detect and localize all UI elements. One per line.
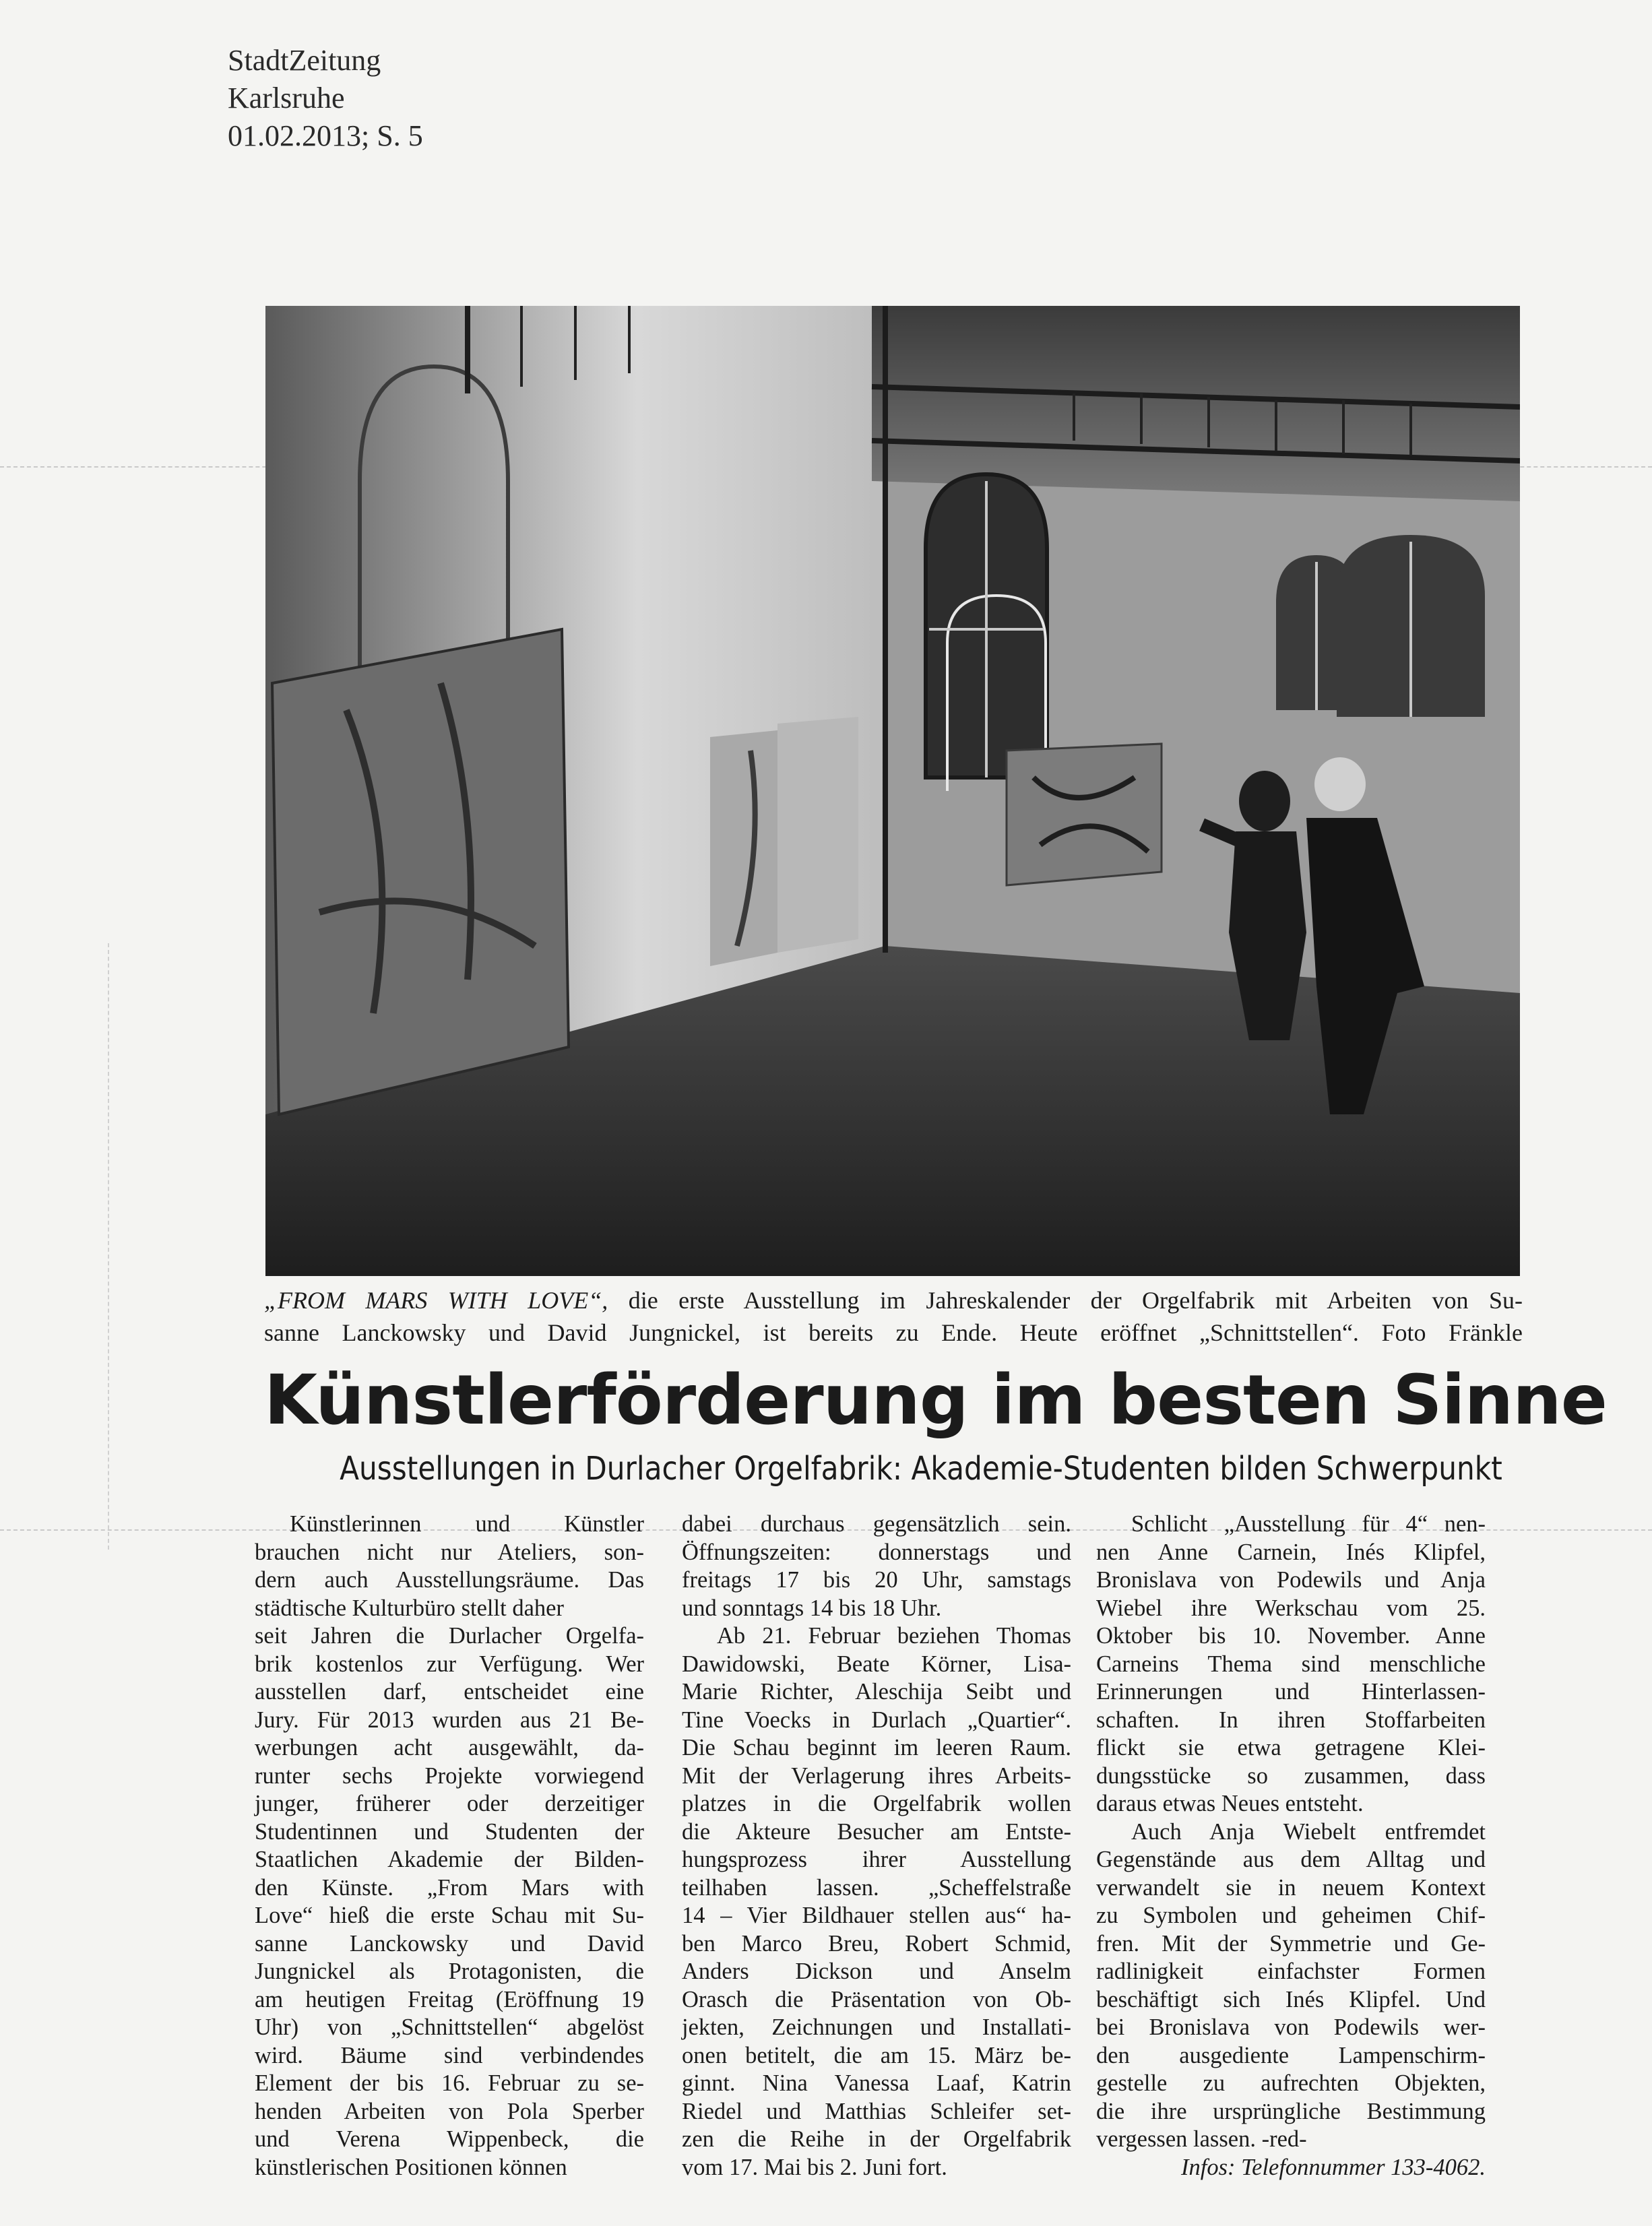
article-text-line: Schlicht „Ausstellung für 4“ nen- [1131,1511,1486,1537]
article-text-line: verwandelt sie in neuem Kontext [1096,1874,1486,1901]
article-text-line: radlinigkeit einfachster Formen [1096,1959,1486,1984]
article-text-line: brik kostenlos zur Verfügung. Wer [255,1651,644,1677]
article-text-line: henden Arbeiten von Pola Sperber [255,2098,644,2124]
article-text-line: beschäftigt sich Inés Klipfel. Und [1096,1986,1486,2012]
article-text-line: Jungnickel als Protagonisten, die [255,1959,644,1984]
article-text-line: brauchen nicht nur Ateliers, son- [255,1539,644,1565]
article-text-line: Gegenstände aus dem Alltag und [1096,1847,1486,1872]
article-text-line: teilhaben lassen. „Scheffelstraße [682,1874,1071,1901]
article-text-line: künstlerischen Positionen können [255,2154,567,2180]
article-text-line: vom 17. Mai bis 2. Juni fort. [682,2154,947,2180]
article-text-line: dungsstücke so zusammen, dass [1096,1762,1486,1789]
article-text-line: die Akteure Besucher am Entste- [682,1818,1071,1845]
article-text-line: platzes in die Orgelfabrik wollen [682,1791,1071,1816]
article-text-line: Orasch die Präsentation von Ob- [682,1986,1071,2012]
caption-line-2: sanne Lanckowsky und David Jungnickel, ist bereits zu Ende. Heute eröffnet „Schnittstellen“. Foto Fränkle [264,1319,1523,1346]
article-text-line: fren. Mit der Symmetrie und Ge- [1096,1930,1486,1957]
article-text-line: Anders Dickson und Anselm [682,1959,1071,1984]
caption-line-1 [264,1284,1523,1316]
caption-exhibition-title: „FROM MARS WITH LOVE“, [264,1287,608,1314]
article-text-line: hungsprozess ihrer Ausstellung [682,1847,1071,1872]
article-text-line: ginnt. Nina Vanessa Laaf, Katrin [682,2070,1071,2096]
exhibition-hall-image [265,306,1520,1276]
article-text-line: die ihre ursprüngliche Bestimmung [1096,2098,1486,2124]
article-text-line: Jury. Für 2013 wurden aus 21 Be- [255,1707,644,1733]
article-text-line: und Verena Wippenbeck, die [255,2126,644,2152]
article-text-line: und sonntags 14 bis 18 Uhr. [682,1595,942,1621]
article-text-line: runter sechs Projekte vorwiegend [255,1762,644,1789]
caption-line-1-text: die erste Ausstellung im Jahreskalender der Orgelfabrik mit Arbeiten von Su- [628,1287,1523,1314]
article-text-line: Studentinnen und Studenten der [255,1818,644,1845]
photo-caption [264,1284,1523,1349]
article-text-line: Marie Richter, Aleschija Seibt und [682,1679,1071,1705]
newspaper-city: Karlsruhe [228,82,345,115]
article-text-line: dern auch Ausstellungsräume. Das [255,1567,644,1593]
article-text-line: wird. Bäume sind verbindendes [255,2042,644,2068]
newspaper-name: StadtZeitung [228,44,381,77]
article-text-line: onen betitelt, die am 15. März be- [682,2042,1071,2068]
article-text-line: Öffnungszeiten: donnerstags und [682,1539,1071,1565]
article-text-line: jekten, Zeichnungen und Installati- [682,2014,1071,2040]
exhibition-photo [265,306,1520,1276]
article-text-line: schaften. In ihren Stoffarbeiten [1096,1707,1486,1733]
article-text-line: Oktober bis 10. November. Anne [1096,1623,1486,1649]
article-text-line: flickt sie etwa getragene Klei- [1096,1735,1486,1760]
fold-line-left [108,943,109,1550]
article-text-line: Element der bis 16. Februar zu se- [255,2070,644,2096]
article-text-line: junger, früherer oder derzeitiger [255,1791,644,1816]
article-text-line: Uhr) von „Schnittstellen“ abgelöst [255,2014,644,2040]
article-text-line: freitags 17 bis 20 Uhr, samstags [682,1567,1071,1593]
article-text-line: Infos: Telefonnummer 133-4062. [1181,2154,1486,2180]
article-text-line: Erinnerungen und Hinterlassen- [1096,1679,1486,1705]
article-text-line: bei Bronislava von Podewils wer- [1096,2014,1486,2040]
article-text-line: Ab 21. Februar beziehen Thomas [717,1623,1071,1649]
article-text-line: werbungen acht ausgewählt, da- [255,1735,644,1760]
article-text-line: Wiebel ihre Werkschau vom 25. [1096,1595,1486,1621]
article-text-line: Künstlerinnen und Künstler [290,1511,644,1537]
article-text-line: städtische Kulturbüro stellt daher [255,1595,564,1621]
article-text-line: gestelle zu aufrechten Objekten, [1096,2070,1486,2096]
article-text-line: Die Schau beginnt im leeren Raum. [682,1735,1071,1760]
article-subheadline: Ausstellungen in Durlacher Orgelfabrik: Akademie-Studenten bilden Schwerpunkt [340,1450,1502,1488]
article-text-line: Dawidowski, Beate Körner, Lisa- [682,1651,1071,1677]
article-text-line: nen Anne Carnein, Inés Klipfel, [1096,1539,1486,1565]
article-text-line: Staatlichen Akademie der Bilden- [255,1847,644,1872]
article-column-2 [682,1510,1071,2182]
article-text-line: daraus etwas Neues entsteht. [1096,1791,1364,1816]
article-text-line: ausstellen darf, entscheidet eine [255,1679,644,1705]
article-text-line: Carneins Thema sind menschliche [1096,1651,1486,1677]
publication-date-page: 01.02.2013; S. 5 [228,119,423,152]
article-text-line: den Künste. „From Mars with [255,1874,644,1901]
article-text-line: sanne Lanckowsky und David [255,1930,644,1957]
article-text-line: dabei durchaus gegensätzlich sein. [682,1511,1071,1537]
article-text-line: den ausgediente Lampenschirm- [1096,2042,1486,2068]
article-column-1 [255,1510,644,2182]
article-column-3 [1096,1510,1486,2182]
article-text-line: seit Jahren die Durlacher Orgelfa- [255,1623,644,1649]
article-text-line: zen die Reihe in der Orgelfabrik [682,2126,1071,2152]
source-info [228,42,423,155]
article-text-line: zu Symbolen und geheimen Chif- [1096,1903,1486,1928]
article-text-line: Riedel und Matthias Schleifer set- [682,2098,1071,2124]
article-text-line: vergessen lassen. -red- [1096,2126,1307,2152]
article-text-line: Tine Voecks in Durlach „Quartier“. [682,1707,1071,1733]
article-headline: Künstlerförderung im besten Sinne [264,1360,1607,1440]
article-text-line: 14 – Vier Bildhauer stellen aus“ ha- [682,1903,1071,1928]
article-text-line: Auch Anja Wiebelt entfremdet [1131,1818,1486,1845]
article-text-line: am heutigen Freitag (Eröffnung 19 [255,1986,644,2012]
article-text-line: Bronislava von Podewils und Anja [1096,1567,1486,1593]
article-text-line: ben Marco Breu, Robert Schmid, [682,1930,1071,1957]
article-text-line: Mit der Verlagerung ihres Arbeits- [682,1762,1071,1789]
article-text-line: Love“ hieß die erste Schau mit Su- [255,1903,644,1928]
